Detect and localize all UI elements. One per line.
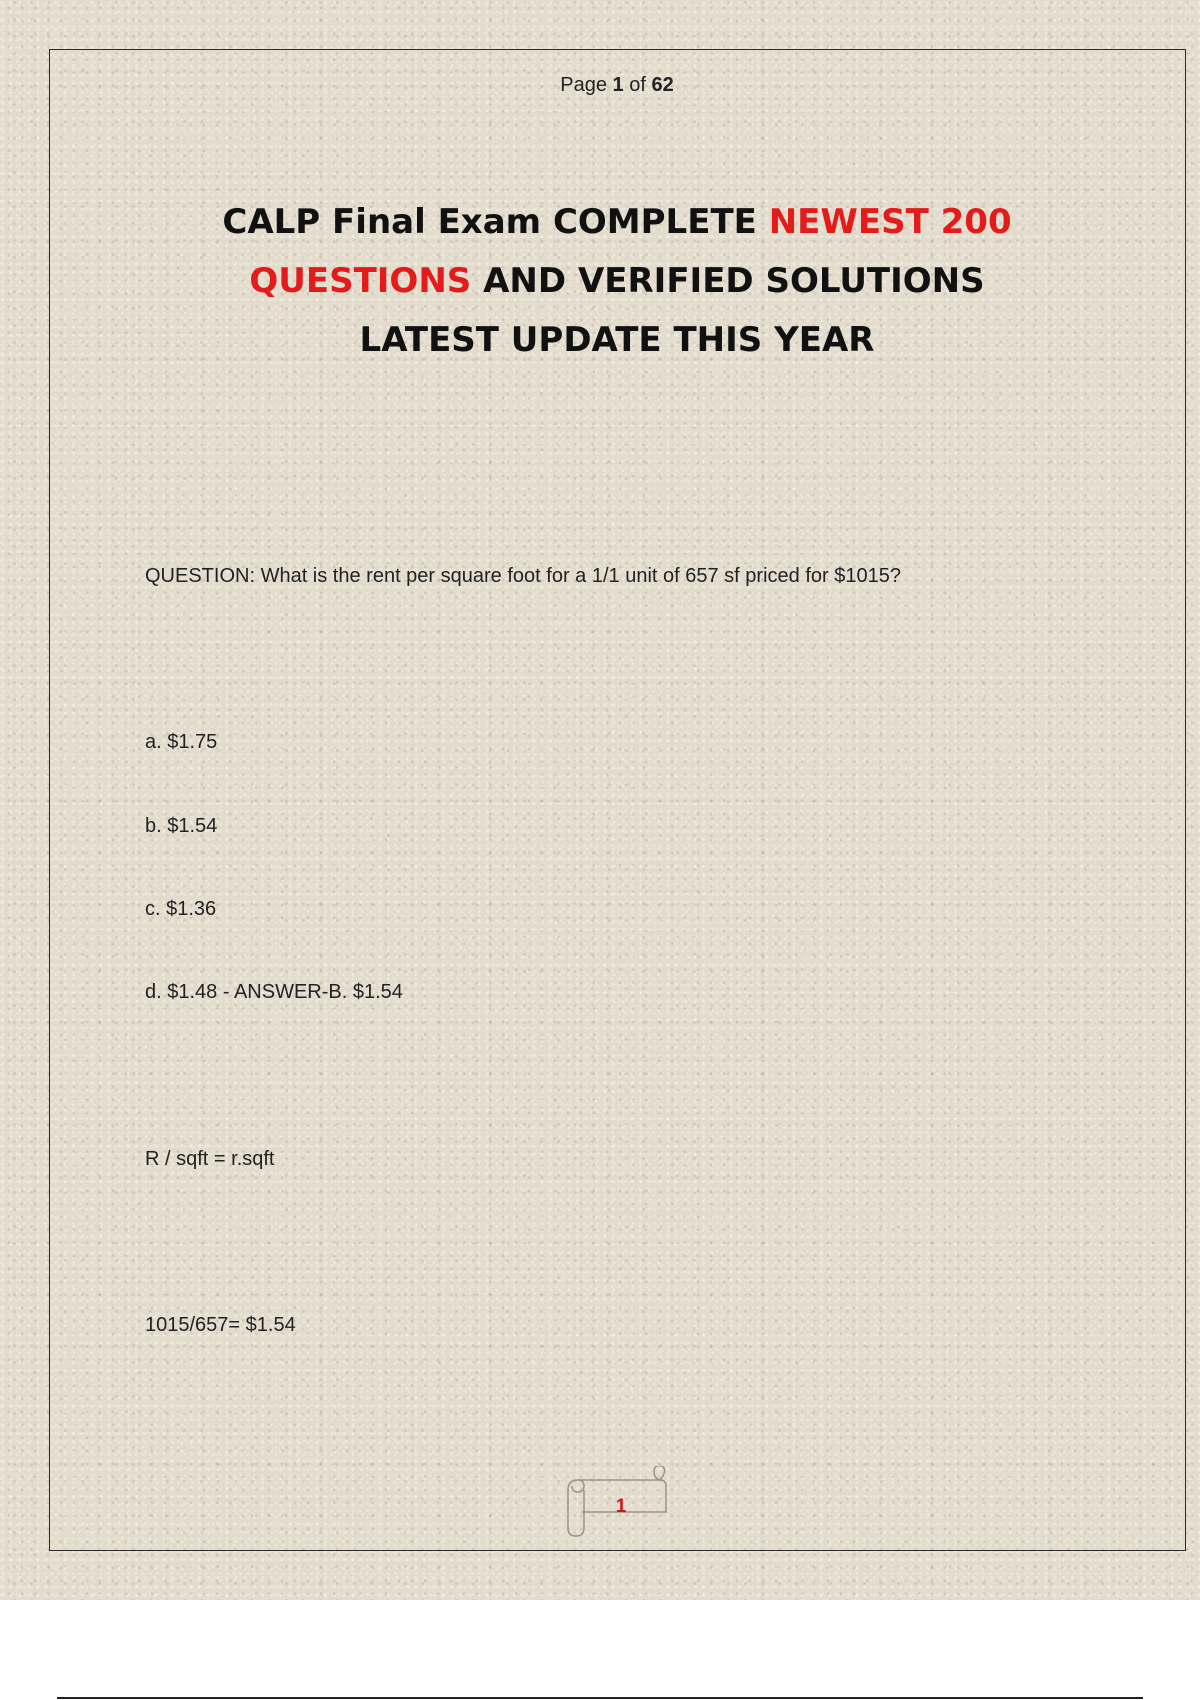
question-text: QUESTION: What is the rent per square foot for a 1/1 unit of 657 sf priced for $1015? — [145, 565, 901, 587]
formula-text: R / sqft = r.sqft — [145, 1148, 275, 1170]
title-part-5: LATEST UPDATE THIS YEAR — [359, 320, 875, 360]
option-c: c. $1.36 — [145, 898, 217, 920]
page-current: 1 — [612, 74, 624, 96]
option-d-answer: d. $1.48 - ANSWER-B. $1.54 — [145, 981, 403, 1003]
bottom-rule — [57, 1697, 1143, 1699]
of-word: of — [629, 74, 646, 96]
calculation-text: 1015/657= $1.54 — [145, 1314, 296, 1336]
option-a: a. $1.75 — [145, 731, 218, 753]
option-b: b. $1.54 — [145, 815, 218, 837]
title-part-1: CALP Final Exam COMPLETE — [222, 202, 769, 242]
page-badge-number: 1 — [615, 1496, 627, 1517]
page-number-header — [0, 74, 1200, 97]
page-word: Page — [560, 74, 607, 96]
title-part-4: AND VERIFIED SOLUTIONS — [471, 261, 985, 301]
document-title — [160, 193, 1074, 370]
title-part-3: QUESTIONS — [249, 261, 472, 301]
page-total: 62 — [651, 74, 674, 96]
title-part-2: NEWEST 200 — [768, 202, 1012, 242]
